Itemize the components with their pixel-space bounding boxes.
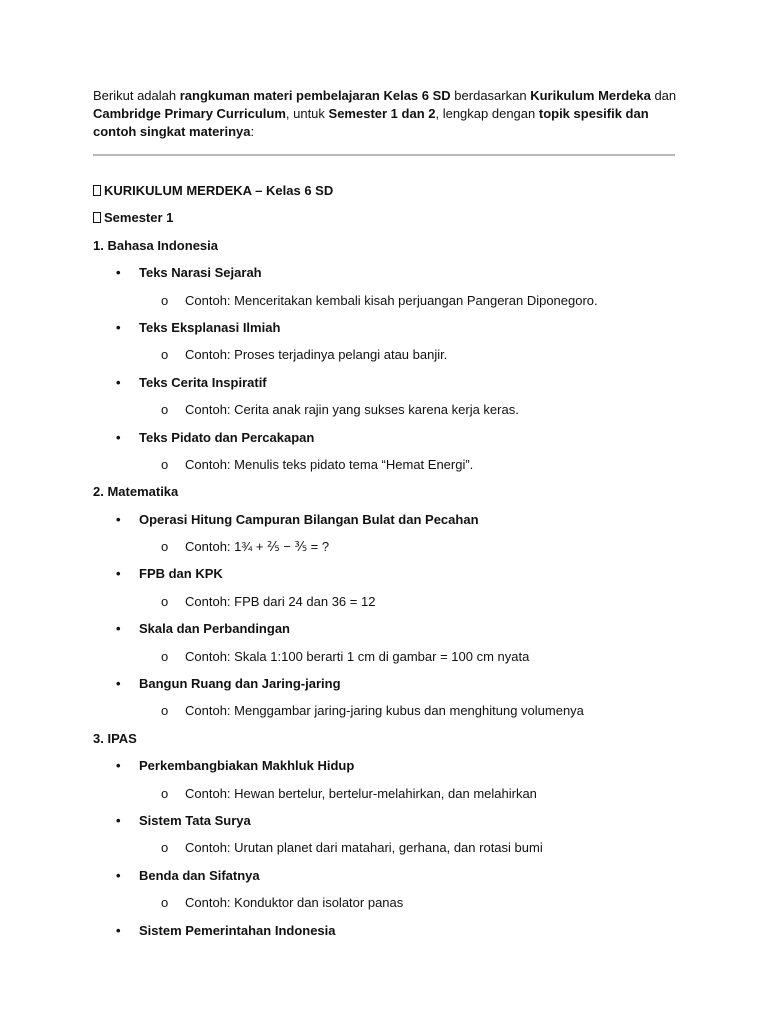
bullet-icon: • [116, 676, 121, 692]
example-text: Contoh: Hewan bertelur, bertelur-melahirkan, dan melahirkan [185, 785, 537, 801]
bullet-icon: • [116, 319, 121, 335]
sub-bullet-icon: o [161, 648, 169, 664]
example-item [93, 287, 678, 314]
bullet-icon: • [116, 621, 121, 637]
topic-name: FPB dan KPK [139, 566, 223, 582]
topic-item [93, 862, 678, 889]
bullet-icon: • [116, 265, 121, 281]
example-item [93, 396, 678, 423]
bullet-icon: • [116, 867, 121, 883]
example-text: Contoh: Menceritakan kembali kisah perjuangan Pangeran Diponegoro. [185, 292, 598, 308]
intro-text: berdasarkan [450, 88, 531, 103]
example-item [93, 780, 678, 807]
example-text: Contoh: Cerita anak rajin yang sukses karena kerja keras. [185, 402, 519, 418]
sub-bullet-icon: o [161, 593, 169, 609]
topic-name: Benda dan Sifatnya [139, 867, 260, 883]
example-text: Contoh: FPB dari 24 dan 36 = 12 [185, 593, 376, 609]
topic-item [93, 506, 678, 533]
semester-text: Semester 1 [104, 210, 174, 226]
topic-name: Teks Narasi Sejarah [139, 265, 262, 281]
subject-title: 2. Matematika [93, 484, 179, 500]
sub-bullet-icon: o [161, 703, 169, 719]
topic-item [93, 670, 678, 697]
example-item [93, 697, 678, 724]
bullet-icon: • [116, 812, 121, 828]
topic-name: Skala dan Perbandingan [139, 621, 290, 637]
intro-text: : [250, 124, 255, 139]
subject-list [93, 232, 678, 944]
example-text: Contoh: Skala 1:100 berarti 1 cm di gambar = 100 cm nyata [185, 648, 530, 664]
topic-name: Teks Cerita Inspiratif [139, 374, 267, 390]
topic-item [93, 615, 678, 642]
sub-bullet-icon: o [161, 539, 169, 555]
example-text: Contoh: Urutan planet dari matahari, gerhana, dan rotasi bumi [185, 840, 543, 856]
example-item [93, 588, 678, 615]
horizontal-divider [93, 154, 675, 156]
example-item [93, 533, 678, 560]
bullet-icon: • [116, 511, 121, 527]
sub-bullet-icon: o [161, 840, 169, 856]
bullet-icon: • [116, 922, 121, 938]
intro-bold: Semester 1 dan 2 [328, 106, 436, 121]
topic-name: Perkembangbiakan Makhluk Hidup [139, 758, 355, 774]
missing-glyph-icon [93, 185, 101, 196]
intro-bold: Kurikulum Merdeka [530, 88, 651, 103]
example-text: Contoh: Menggambar jaring-jaring kubus dan menghitung volumenya [185, 703, 584, 719]
topic-name: Sistem Pemerintahan Indonesia [139, 922, 336, 938]
topic-item [93, 560, 678, 587]
document-page [93, 87, 678, 944]
topic-item [93, 259, 678, 286]
topic-name: Sistem Tata Surya [139, 812, 251, 828]
example-text: Contoh: Konduktor dan isolator panas [185, 895, 404, 911]
topic-item [93, 424, 678, 451]
example-item [93, 643, 678, 670]
sub-bullet-icon: o [161, 402, 169, 418]
example-text: Contoh: Menulis teks pidato tema “Hemat Energi”. [185, 456, 474, 472]
sub-bullet-icon: o [161, 347, 169, 363]
topic-name: Bangun Ruang dan Jaring-jaring [139, 676, 341, 692]
topic-name: Teks Eksplanasi Ilmiah [139, 319, 281, 335]
topic-item [93, 314, 678, 341]
topic-name: Operasi Hitung Campuran Bilangan Bulat dan Pecahan [139, 511, 479, 527]
heading-text: KURIKULUM MERDEKA – Kelas 6 SD [104, 183, 334, 198]
topic-item [93, 752, 678, 779]
section-heading [93, 177, 678, 204]
example-item [93, 834, 678, 861]
intro-bold: rangkuman materi pembelajaran Kelas 6 SD [179, 88, 451, 103]
example-item [93, 341, 678, 368]
bullet-icon: • [116, 758, 121, 774]
intro-paragraph [93, 87, 678, 141]
example-text: Contoh: Proses terjadinya pelangi atau banjir. [185, 347, 448, 363]
topic-name: Teks Pidato dan Percakapan [139, 429, 315, 445]
bullet-icon: • [116, 429, 121, 445]
topic-item [93, 807, 678, 834]
semester-heading [93, 204, 678, 231]
sub-bullet-icon: o [161, 785, 169, 801]
sub-bullet-icon: o [161, 292, 169, 308]
missing-glyph-icon [93, 212, 101, 223]
example-text: Contoh: 1¾ + ⅖ − ⅗ = ? [185, 539, 330, 555]
subject-title: 1. Bahasa Indonesia [93, 237, 218, 253]
subject-title: 3. IPAS [93, 730, 137, 746]
example-item [93, 889, 678, 916]
sub-bullet-icon: o [161, 456, 169, 472]
sub-bullet-icon: o [161, 895, 169, 911]
intro-text: Berikut adalah [93, 88, 180, 103]
intro-text: dan [650, 88, 677, 103]
example-item [93, 451, 678, 478]
intro-bold: Cambridge Primary Curriculum [93, 106, 286, 121]
intro-text: , lengkap dengan [435, 106, 539, 121]
bullet-icon: • [116, 374, 121, 390]
intro-text: , untuk [285, 106, 329, 121]
topic-item [93, 917, 678, 944]
topic-item [93, 369, 678, 396]
intro-bold: topik spesifik dan contoh singkat materinya [93, 106, 649, 139]
bullet-icon: • [116, 566, 121, 582]
